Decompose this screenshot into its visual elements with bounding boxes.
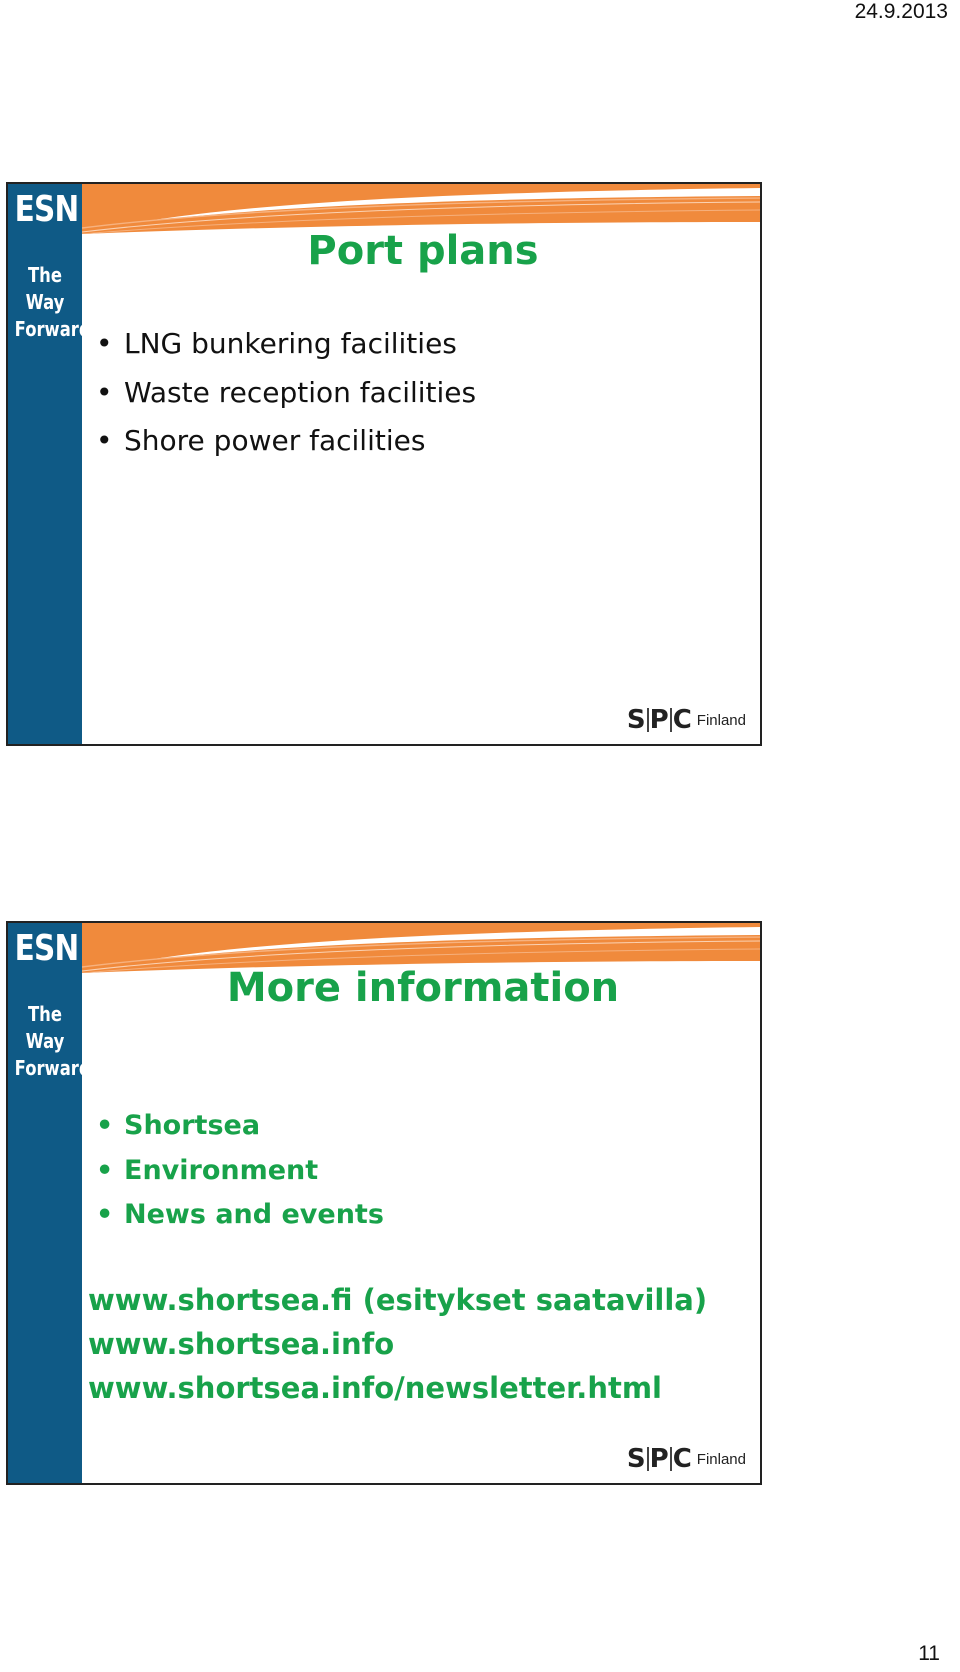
bullet-item: • Shortsea — [92, 1104, 384, 1149]
bullet-list — [92, 320, 476, 466]
spc-finland-logo — [627, 706, 746, 734]
tagline-line: The — [27, 1002, 62, 1026]
tagline-line: Forward — [14, 1056, 91, 1080]
tagline-line: Way — [25, 1029, 65, 1053]
sidebar — [8, 923, 91, 1483]
link-shortsea-info[interactable]: www.shortsea.info — [88, 1327, 395, 1361]
spc-letter: C — [672, 1444, 692, 1474]
page-date: 24.9.2013 — [854, 0, 948, 23]
page-number: 11 — [918, 1642, 940, 1665]
bullet-item: • LNG bunkering facilities — [92, 320, 476, 369]
spc-letter: S — [626, 1444, 646, 1474]
slide-title: Port plans — [307, 228, 539, 274]
link-shortsea-fi[interactable]: www.shortsea.fi (esitykset saatavilla) — [88, 1283, 708, 1317]
bullet-list — [92, 1104, 384, 1238]
spc-letter: S — [626, 705, 646, 735]
link-list — [88, 1278, 707, 1410]
sidebar — [8, 184, 91, 744]
spc-letter: P — [649, 1444, 669, 1474]
esn-logo: ESN — [14, 189, 79, 230]
tagline-line: Forward — [14, 317, 91, 341]
slide-title: More information — [226, 965, 620, 1011]
spc-separator — [647, 708, 649, 732]
spc-separator — [670, 1447, 672, 1471]
spc-separator — [670, 708, 672, 732]
tagline — [14, 1001, 91, 1082]
spc-country: Finland — [696, 1450, 746, 1468]
spc-letter: P — [649, 705, 669, 735]
slide-more-information — [6, 921, 762, 1485]
tagline-line: Way — [25, 290, 65, 314]
spc-finland-logo — [627, 1445, 746, 1473]
orange-banner — [82, 184, 762, 234]
esn-logo: ESN — [14, 928, 79, 969]
bullet-item: • Waste reception facilities — [92, 369, 476, 418]
spc-country: Finland — [696, 711, 746, 729]
spc-letter: C — [672, 705, 692, 735]
tagline — [14, 262, 91, 343]
bullet-item: • Shore power facilities — [92, 417, 476, 466]
spc-separator — [647, 1447, 649, 1471]
link-newsletter[interactable]: www.shortsea.info/newsletter.html — [88, 1371, 662, 1405]
tagline-line: The — [27, 263, 62, 287]
bullet-item: • Environment — [92, 1149, 384, 1194]
bullet-item: • News and events — [92, 1193, 384, 1238]
slide-port-plans — [6, 182, 762, 746]
